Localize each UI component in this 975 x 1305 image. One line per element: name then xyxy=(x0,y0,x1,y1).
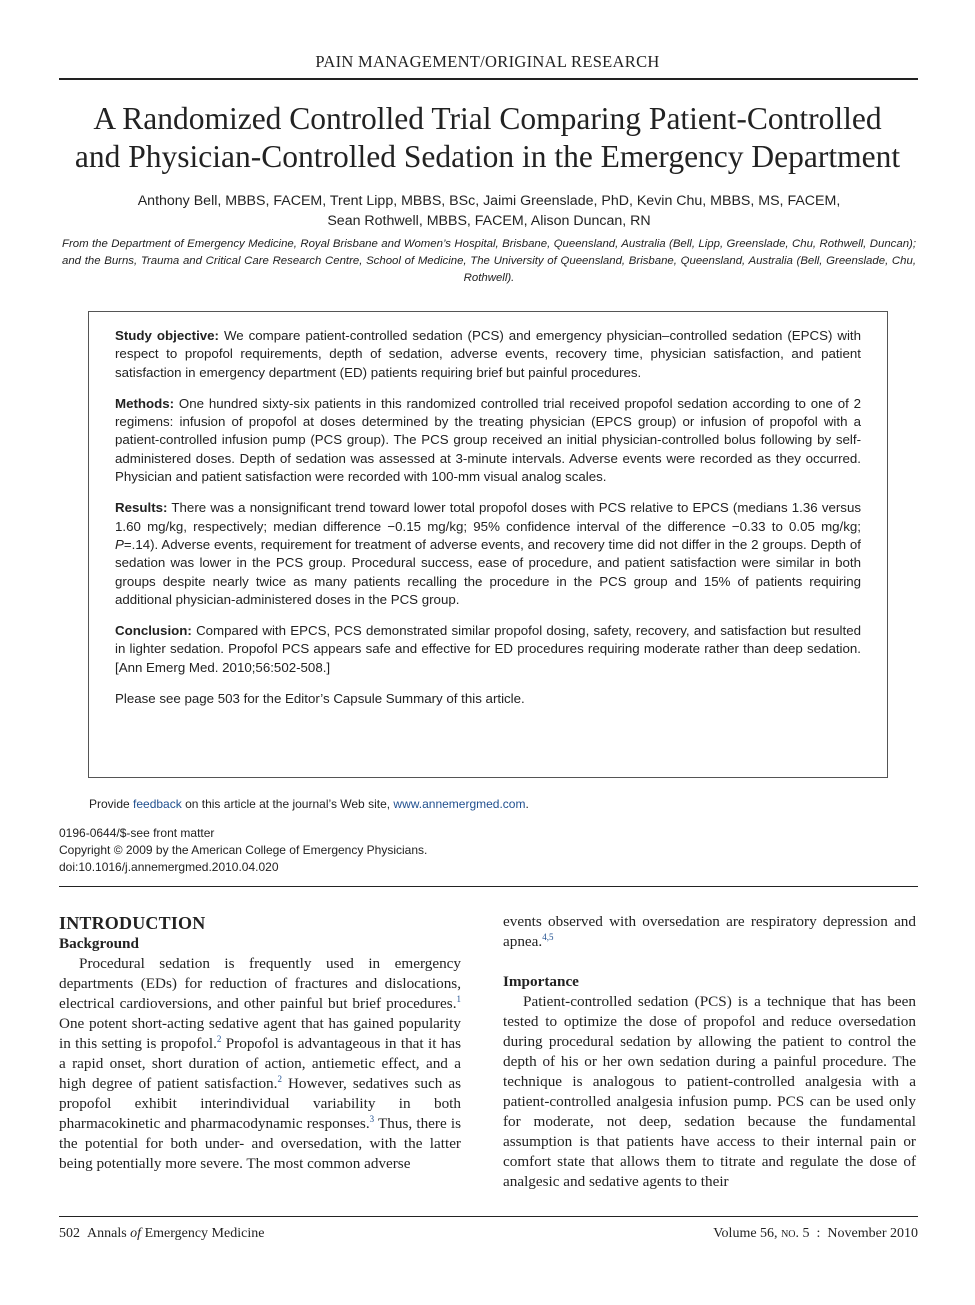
rc-text-1: events observed with oversedation are respiratory depression and apnea. xyxy=(503,913,916,950)
methods-text: One hundred sixty-six patients in this randomized controlled trial received propofol sedation according to one of 2 regimens: infusion of propofol at doses determined by the treating physician (EPCS group) or infusion of propofol with a patient-controlled infusion pump (PCS group). The PCS group received an initial physician-controlled bolus following by self-administered doses. Depth of sedation was assessed at 3-minute intervals. Adverse events were recorded as they occurred. Physician and patient satisfaction were recorded with 100-mm visual analog scales. xyxy=(115,395,861,485)
footer-right xyxy=(713,1226,918,1242)
issn-line: 0196-0644/$-see front matter xyxy=(59,826,215,840)
ref-3[interactable]: 3 xyxy=(369,1114,375,1124)
doi-line: doi:10.1016/j.annemergmed.2010.04.020 xyxy=(59,860,279,874)
feedback-line xyxy=(89,797,529,811)
abstract-conclusion xyxy=(115,622,861,677)
results-label: Results: xyxy=(115,500,168,516)
journal-name-b: Emergency Medicine xyxy=(144,1226,265,1241)
issue-date: November 2010 xyxy=(827,1226,918,1241)
introduction-heading: INTRODUCTION xyxy=(59,913,206,933)
journal-site-link[interactable]: www.annemergmed.com xyxy=(393,797,526,811)
ref-1[interactable]: 1 xyxy=(456,994,461,1004)
objective-text: We compare patient-controlled sedation (PCS) and emergency physician–controlled sedation (EPCS) with respect to propofol requirements, depth of sedation, adverse events, recovery time, physician satisfaction, and patient satisfaction in emergency department (ED) patients requiring brief but painful procedures. xyxy=(115,328,862,380)
title-line-1: A Randomized Controlled Trial Comparing Patient-Controlled xyxy=(93,101,882,136)
issue-no: no. xyxy=(781,1226,800,1241)
journal-name-a: Annals xyxy=(87,1226,127,1241)
affiliation: From the Department of Emergency Medicine, Royal Brisbane and Women’s Hospital, Brisbane, Queensland, Australia (Bell, Lipp, Greenslade, Chu, Rothwell, Duncan); and the Burns, Trauma and Critical Care Research Centre, School of Medicine, The University of Queensland, Brisbane, Queensland, Australia (Bell, Greenslade, Chu, Rothwell). xyxy=(62,238,916,284)
authors-line-2: Sean Rothwell, MBBS, FACEM, Alison Duncan, RN xyxy=(327,213,651,229)
left-column xyxy=(59,912,461,1174)
page-number: 502 xyxy=(59,1226,80,1241)
results-text-a: There was a nonsignificant trend toward lower total propofol doses with PCS relative to EPCS (medians 1.36 versus 1.60 mg/kg, respectively; median difference −0.15 mg/kg; 95% confidence interval of the difference −0.33 to 0.05 mg/kg; xyxy=(115,500,861,534)
author-list xyxy=(60,191,918,231)
abstract-methods xyxy=(115,395,861,486)
volume: Volume 56, xyxy=(713,1226,778,1241)
conclusion-text: Compared with EPCS, PCS demonstrated similar propofol dosing, safety, recovery, and satisfaction but resulted in lighter sedation. Propofol PCS appears safe and effective for ED procedures requiring moderate rather than deep sedation. [Ann Emerg Med. 2010;56:502-508.] xyxy=(115,623,861,675)
publication-meta xyxy=(59,825,427,876)
bg-text-5: Thus, there is the potential for both under- and oversedation, with the latter being potentially more severe. The most common adverse xyxy=(59,1115,461,1172)
capsule-note: Please see page 503 for the Editor’s Capsule Summary of this article. xyxy=(115,691,525,707)
bg-text-3: Propofol is advantageous in that it has a rapid onset, short duration of action, antiemetic effect, and a high degree of patient satisfaction. xyxy=(59,1035,462,1092)
abstract-box xyxy=(88,311,888,778)
results-p-symbol: P xyxy=(115,536,124,552)
title-line-2: and Physician-Controlled Sedation in the Emergency Department xyxy=(74,139,901,174)
importance-paragraph: Patient-controlled sedation (PCS) is a technique that has been tested to optimize the dose of propofol and reduce oversedation during procedural sedation by allowing the patient to control the depth of his or her own sedation during a painful procedure. The technique is analogous to patient-controlled analgesia with a patient-controlled analgesia infusion pump. PCS can be used only for moderate, not deep, sedation because the fundamental assumption is that patients have access to their internal pain or comfort state that allows them to titrate and regulate the dose of analgesic and sedative agents to their xyxy=(503,993,916,1190)
feedback-suffix: . xyxy=(525,797,529,811)
footer-left xyxy=(59,1226,264,1242)
right-column xyxy=(503,912,916,1192)
bg-text-1: Procedural sedation is frequently used in emergency departments (EDs) for reduction of fractures and dislocations, electrical cardioversions, and other painful but brief procedures. xyxy=(59,955,461,1012)
importance-heading: Importance xyxy=(503,973,579,990)
results-text-b: =.14). Adverse events, requirement for treatment of adverse events, and recovery time did not differ in the 2 groups. Depth of sedation was lower in the PCS group. Procedural success, ease of procedure, and patient satisfaction were similar in both groups despite nearly twice as many patients recalling the procedure in the PCS group and 15% of patients requiring additional physician-administered doses in the PCS group. xyxy=(115,536,861,607)
body-rule xyxy=(59,886,918,887)
abstract-objective xyxy=(115,327,861,382)
methods-label: Methods: xyxy=(115,395,175,411)
ref-4-5[interactable]: 4,5 xyxy=(542,932,554,942)
background-heading: Background xyxy=(59,935,139,952)
feedback-middle: on this article at the journal’s Web site, xyxy=(185,797,391,811)
footer-rule xyxy=(59,1216,918,1217)
feedback-prefix: Provide xyxy=(89,797,130,811)
copyright-line: Copyright © 2009 by the American College of Emergency Physicians. xyxy=(59,843,428,857)
journal-name-of: of xyxy=(130,1226,142,1241)
ref-2[interactable]: 2 xyxy=(216,1034,222,1044)
header-rule xyxy=(59,78,918,80)
feedback-link[interactable]: feedback xyxy=(133,797,182,811)
authors-line-1: Anthony Bell, MBBS, FACEM, Trent Lipp, MBBS, BSc, Jaimi Greenslade, PhD, Kevin Chu, MBBS, MS, FACEM, xyxy=(137,193,841,209)
bg-text-2: One potent short-acting sedative agent that has gained popularity in this setting is propofol. xyxy=(59,1015,461,1052)
background-paragraph xyxy=(59,954,461,1174)
abstract-results xyxy=(115,499,861,609)
footer-separator: : xyxy=(816,1226,821,1241)
bg-text-4: However, sedatives such as propofol exhibit interindividual variability in both pharmacokinetic and pharmacodynamic responses. xyxy=(59,1075,461,1132)
objective-label: Study objective: xyxy=(115,328,219,343)
section-header: PAIN MANAGEMENT/ORIGINAL RESEARCH xyxy=(315,52,660,71)
continued-paragraph xyxy=(503,912,916,952)
article-title xyxy=(40,100,935,176)
conclusion-label: Conclusion: xyxy=(115,623,192,639)
issue-number: 5 xyxy=(802,1226,810,1241)
ref-2b[interactable]: 2 xyxy=(277,1074,282,1084)
